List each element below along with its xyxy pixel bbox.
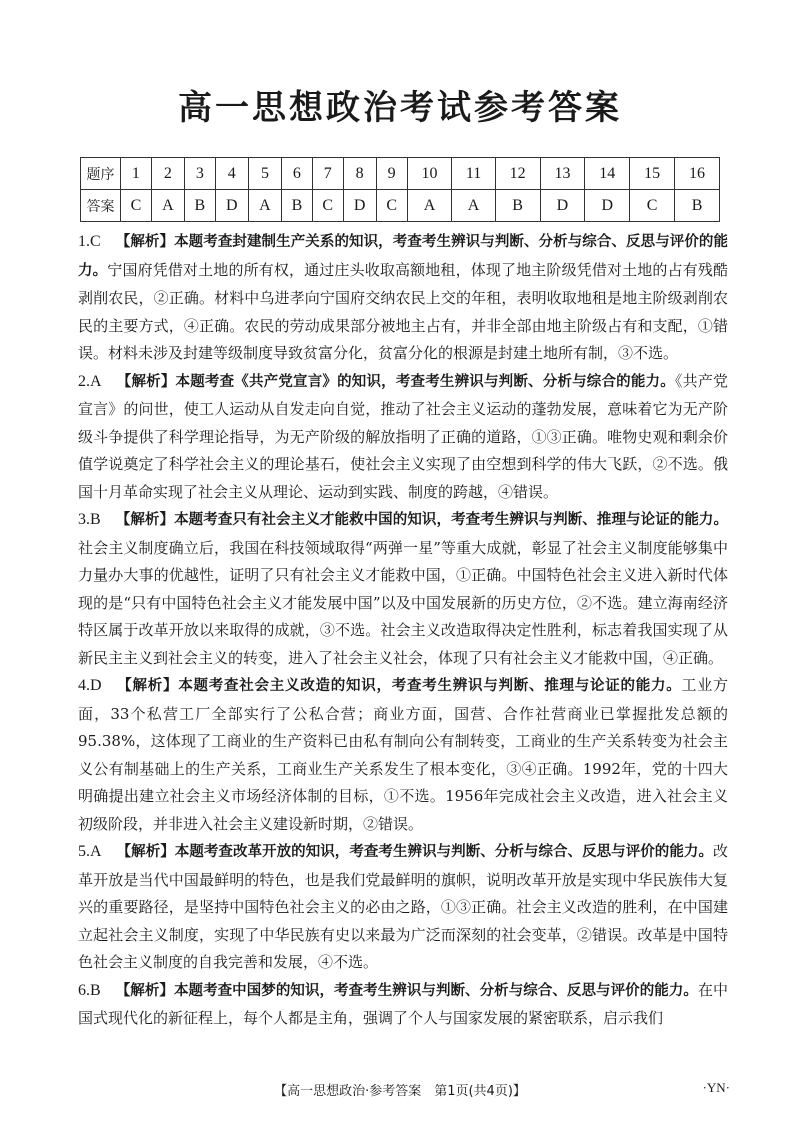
question-number-cell: 16 <box>675 158 720 190</box>
footer-mark: ·YN· <box>702 1080 730 1095</box>
answer-cell: B <box>495 190 540 222</box>
item-number: 3.B <box>78 511 101 528</box>
question-number-cell: 7 <box>312 158 343 190</box>
item-lead: 本题考查改革开放的知识，考查考生辨识与判断、分析与综合、反思与评价的能力。 <box>174 844 713 860</box>
answer-cell: B <box>675 190 720 222</box>
question-number-cell: 8 <box>343 158 376 190</box>
question-number-cell: 11 <box>452 158 495 190</box>
analysis-tag: 【解析】 <box>115 512 175 528</box>
answer-cell: A <box>452 190 495 222</box>
question-number-cell: 15 <box>630 158 675 190</box>
item-body: 社会主义制度确立后，我国在科技领域取得“两弹一星”等重大成就，彰显了社会主义制度能够集中力量办大事的优越性，证明了只有社会主义才能救中国，①正确。中国特色社会主义进入新时代体现的是“只有中国特色社会主义才能发展中国”以及中国发展新的历史方位，②不选。建立海南经济特区属于改革开放以来取得的成就，③不选。社会主义改造取得决定性胜利，标志着我国实现了从新民主主义到社会主义的转变，进入了社会主义社会，体现了只有社会主义才能救中国，④正确。 <box>78 538 728 667</box>
item-body: 工业方面，33个私营工厂全部实行了公私合营；商业方面，国营、合作社营商业已掌握批发总额的95.38%，这体现了工商业的生产资料已由私有制向公有制转变，工商业的生产关系转变为社会主义公有制基础上的生产关系，工商业生产关系发生了根本变化，③④正确。1992年，党的十四大明确提出建立社会主义市场经济体制的目标，①不选。1956年完成社会主义改造，进入社会主义初级阶段，并非进入社会主义建设新时期，②错误。 <box>78 676 728 833</box>
item-lead: 本题考查只有社会主义才能救中国的知识，考查考生辨识与判断、推理与论证的能力。 <box>174 512 729 528</box>
item-lead: 本题考查封建制生产关系的知识，考查考生辨识与判断、分析与综合、反思与评价的能力。 <box>78 234 729 279</box>
explanations <box>78 228 728 1033</box>
question-number-cell: 12 <box>495 158 540 190</box>
question-number-cell: 3 <box>184 158 215 190</box>
item-body: 宁国府凭借对土地的所有权，通过庄头收取高额地租，体现了地主阶级凭借对土地的占有残酷剥削农民，②正确。材料中乌进孝向宁国府交纳农民上交的年租，表明收取地租是地主阶级剥削农民的主要方式，④正确。农民的劳动成果部分被地主占有，并非全部由地主阶级占有和支配，①错误。材料未涉及封建等级制度导致贫富分化，贫富分化的根源是封建土地所有制，③不选。 <box>78 260 729 362</box>
item-number: 2.A <box>78 372 102 390</box>
page-footer <box>0 1080 800 1099</box>
answer-cell: D <box>215 190 248 222</box>
question-number-cell: 2 <box>151 158 184 190</box>
question-number-cell: 13 <box>540 158 585 190</box>
item-lead: 本题考查社会主义改造的知识，考查考生辨识与判断、推理与论证的能力。 <box>178 678 682 694</box>
analysis-tag: 【解析】 <box>116 844 175 860</box>
answer-row <box>81 190 720 222</box>
analysis-tag: 【解析】 <box>116 373 176 390</box>
item-number: 5.A <box>78 843 102 860</box>
question-number-cell: 6 <box>282 158 313 190</box>
answer-cell: D <box>540 190 585 222</box>
row-header-answer: 答案 <box>81 190 121 222</box>
explanation-item <box>78 506 728 672</box>
answer-cell: D <box>343 190 376 222</box>
answer-cell: C <box>121 190 152 222</box>
answer-cell: A <box>248 190 281 222</box>
explanation-item <box>78 228 728 368</box>
analysis-tag: 【解析】 <box>116 678 179 694</box>
answer-cell: C <box>312 190 343 222</box>
analysis-tag: 【解析】 <box>115 982 174 999</box>
answer-cell: C <box>630 190 675 222</box>
question-number-cell: 14 <box>585 158 630 190</box>
answer-cell: B <box>282 190 313 222</box>
footer-text: 【高一思想政治·参考答案 第1页(共4页)】 <box>274 1084 526 1099</box>
answer-cell: C <box>376 190 407 222</box>
question-number-cell: 5 <box>248 158 281 190</box>
explanation-item <box>78 838 728 977</box>
answer-cell: A <box>151 190 184 222</box>
question-number-cell: 1 <box>121 158 152 190</box>
item-number: 6.B <box>78 981 101 999</box>
row-header-number: 题序 <box>81 158 121 190</box>
item-body: 改革开放是当代中国最鲜明的特色，也是我们党最鲜明的旗帜，说明改革开放是实现中华民族伟大复兴的重要路径，是坚持中国特色社会主义的必由之路，①③正确。社会主义改造的胜利，在中国建立起社会主义制度，实现了中华民族有史以来最为广泛而深刻的社会变革，②错误。改革是中国特色社会主义制度的自我完善和发展，④不选。 <box>78 842 729 971</box>
answer-cell: B <box>184 190 215 222</box>
item-number: 4.D <box>78 677 102 694</box>
question-number-cell: 4 <box>215 158 248 190</box>
explanation-item <box>78 368 728 507</box>
item-body: 在中国式现代化的新征程上，每个人都是主角，强调了个人与国家发展的紧密联系，启示我们 <box>78 980 728 1027</box>
item-number: 1.C <box>78 233 101 250</box>
item-lead: 本题考查《共产党宣言》的知识，考查考生辨识与判断、分析与综合的能力。 <box>175 373 675 390</box>
answer-table <box>80 157 720 222</box>
answer-cell: A <box>407 190 452 222</box>
answer-cell: D <box>585 190 630 222</box>
question-number-cell: 9 <box>376 158 407 190</box>
question-number-cell: 10 <box>407 158 452 190</box>
analysis-tag: 【解析】 <box>115 234 175 250</box>
question-number-row <box>81 158 720 190</box>
explanation-item <box>78 977 728 1033</box>
explanation-item <box>78 672 728 838</box>
page-title: 高一思想政治考试参考答案 <box>178 88 622 128</box>
item-lead: 本题考查中国梦的知识，考查考生辨识与判断、分析与综合、反思与评价的能力。 <box>173 982 698 999</box>
item-body: 《共产党宣言》的问世，使工人运动从自发走向自觉，推动了社会主义运动的蓬勃发展，意味着它为无产阶级斗争提供了科学理论指导，为无产阶级的解放指明了正确的道路，①③正确。唯物史观和剩余价值学说奠定了科学社会主义的理论基石，使社会主义实现了由空想到科学的伟大飞跃，②不选。俄国十月革命实现了社会主义从理论、运动到实践、制度的跨越，④错误。 <box>78 371 729 501</box>
